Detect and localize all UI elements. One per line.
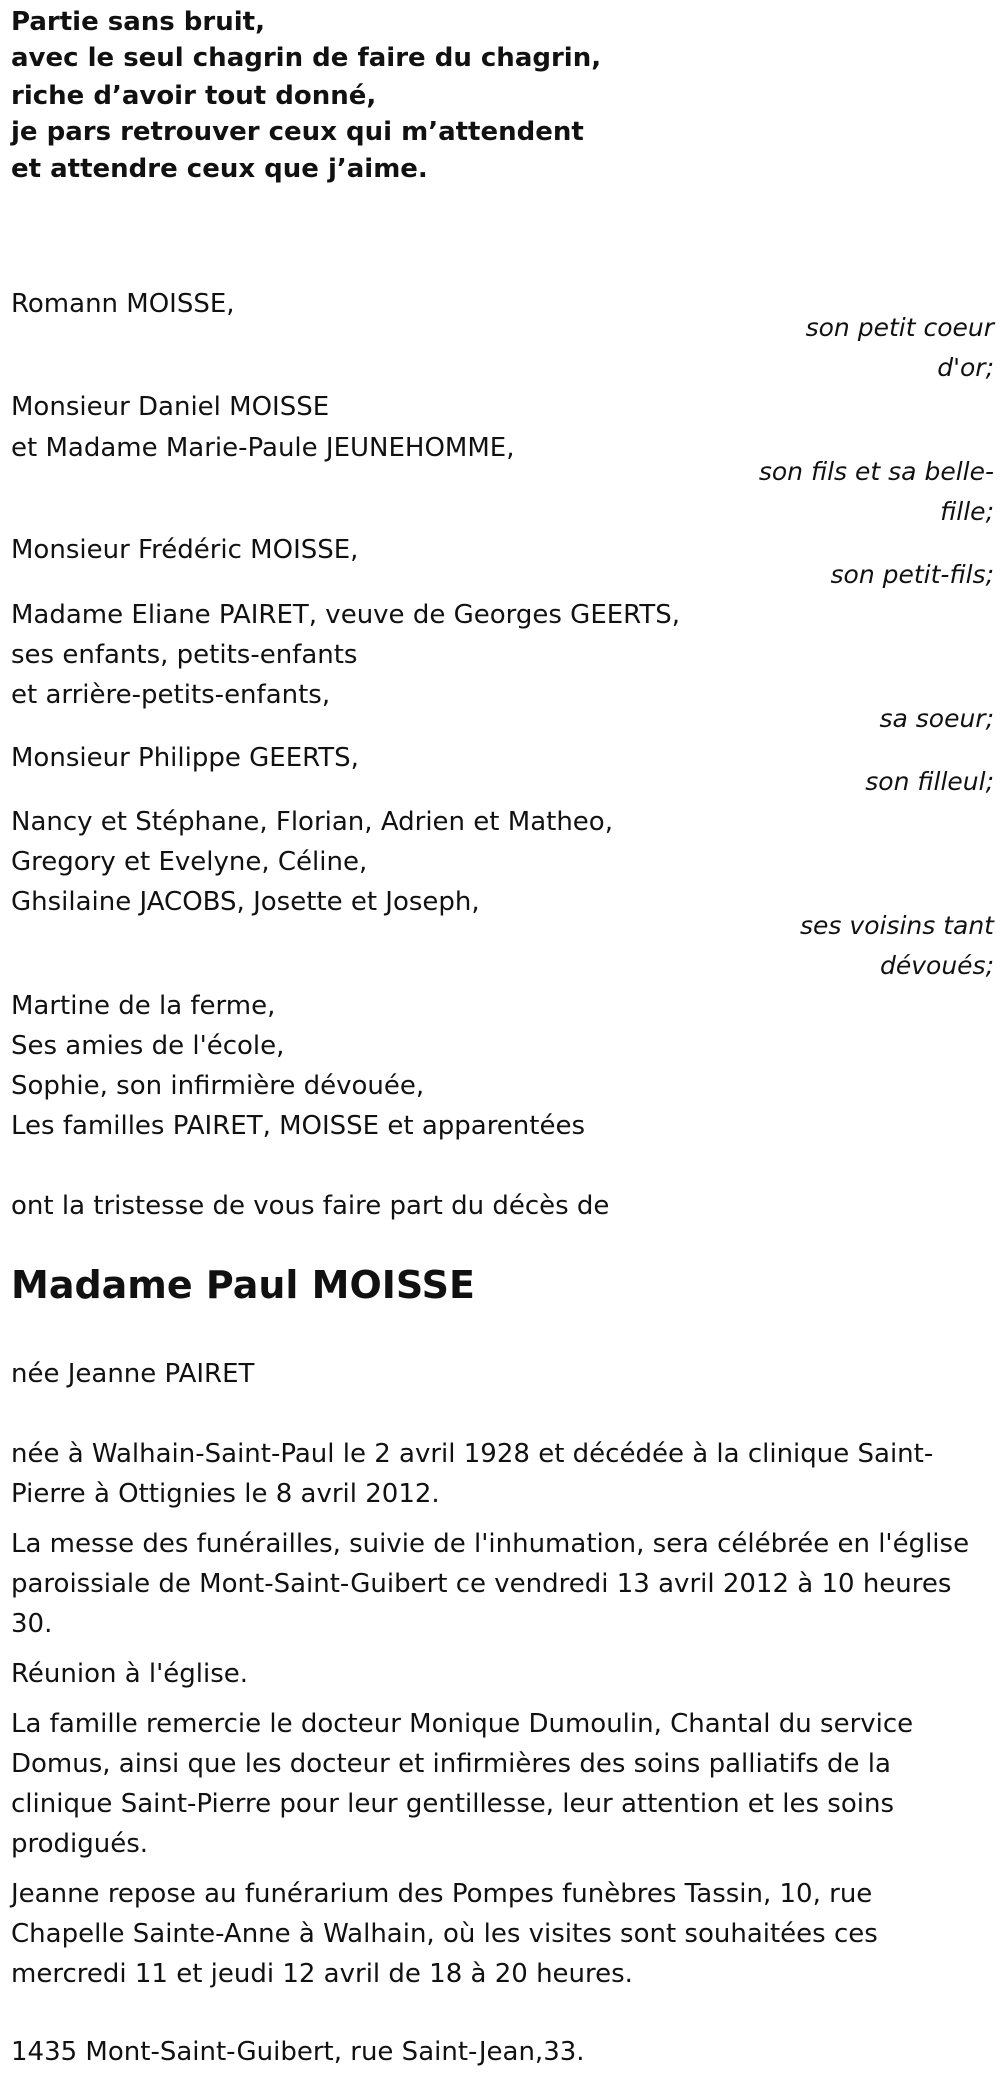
paragraph-line: 30. <box>11 1609 53 1639</box>
poem-line: je pars retrouver ceux qui m’attendent <box>11 117 584 147</box>
paragraph-line: prodigués. <box>11 1829 149 1859</box>
mourner-name: Monsieur Daniel MOISSE <box>11 392 330 422</box>
mourner-relation: son petit-fils; <box>830 560 994 589</box>
paragraph-line: La messe des funérailles, suivie de l'inhumation, sera célébrée en l'église <box>11 1529 970 1559</box>
mourner-name: Ses amies de l'école, <box>11 1031 285 1061</box>
paragraph-line: Pierre à Ottignies le 8 avril 2012. <box>11 1479 440 1509</box>
paragraph-line: née à Walhain-Saint-Paul le 2 avril 1928 et décédée à la clinique Saint- <box>11 1439 934 1469</box>
mourner-relation: sa soeur; <box>879 704 994 733</box>
mourner-relation: son filleul; <box>865 767 994 796</box>
mourner-name: Monsieur Frédéric MOISSE, <box>11 535 359 565</box>
mourner-name: Gregory et Evelyne, Céline, <box>11 847 368 877</box>
mourner-name: Martine de la ferme, <box>11 991 276 1021</box>
paragraph-line: mercredi 11 et jeudi 12 avril de 18 à 20 heures. <box>11 1959 633 1989</box>
mourner-name: Ghsilaine JACOBS, Josette et Joseph, <box>11 887 480 917</box>
mourner-name: et arrière-petits-enfants, <box>11 680 331 710</box>
maiden-name: née Jeanne PAIRET <box>11 1359 255 1389</box>
mourner-name: Nancy et Stéphane, Florian, Adrien et Matheo, <box>11 807 613 837</box>
mourner-name: ses enfants, petits-enfants <box>11 640 358 670</box>
deceased-name: Madame Paul MOISSE <box>11 1263 475 1307</box>
announcement: ont la tristesse de vous faire part du décès de <box>11 1191 610 1221</box>
mourner-relation: fille; <box>940 497 994 526</box>
mourner-name: Madame Eliane PAIRET, veuve de Georges GEERTS, <box>11 600 681 630</box>
mourner-name: Monsieur Philippe GEERTS, <box>11 743 359 773</box>
paragraph-line: clinique Saint-Pierre pour leur gentillesse, leur attention et les soins <box>11 1789 894 1819</box>
mourner-name: et Madame Marie-Paule JEUNEHOMME, <box>11 433 515 463</box>
mourner-name: Sophie, son infirmière dévouée, <box>11 1071 425 1101</box>
paragraph-line: Réunion à l'église. <box>11 1659 249 1689</box>
mourner-relation: ses voisins tant <box>800 911 994 940</box>
paragraph-line: La famille remercie le docteur Monique Dumoulin, Chantal du service <box>11 1709 914 1739</box>
mourner-relation: son petit coeur <box>805 313 994 342</box>
mourner-relation: son fils et sa belle- <box>758 457 994 486</box>
poem-line: avec le seul chagrin de faire du chagrin, <box>11 43 602 73</box>
mourner-name: Les familles PAIRET, MOISSE et apparentées <box>11 1111 586 1141</box>
paragraph-line: Chapelle Sainte-Anne à Walhain, où les visites sont souhaitées ces <box>11 1919 878 1949</box>
mourner-relation: d'or; <box>937 353 994 382</box>
paragraph-line: Jeanne repose au funérarium des Pompes funèbres Tassin, 10, rue <box>11 1879 873 1909</box>
mourner-name: Romann MOISSE, <box>11 289 235 319</box>
poem-line: et attendre ceux que j’aime. <box>11 154 428 184</box>
paragraph-line: Domus, ainsi que les docteur et infirmières des soins palliatifs de la <box>11 1749 891 1779</box>
poem-line: riche d’avoir tout donné, <box>11 81 377 111</box>
address: 1435 Mont-Saint-Guibert, rue Saint-Jean,33. <box>11 2037 585 2067</box>
poem-line: Partie sans bruit, <box>11 7 265 37</box>
mourner-relation: dévoués; <box>879 951 994 980</box>
paragraph-line: paroissiale de Mont-Saint-Guibert ce vendredi 13 avril 2012 à 10 heures <box>11 1569 952 1599</box>
